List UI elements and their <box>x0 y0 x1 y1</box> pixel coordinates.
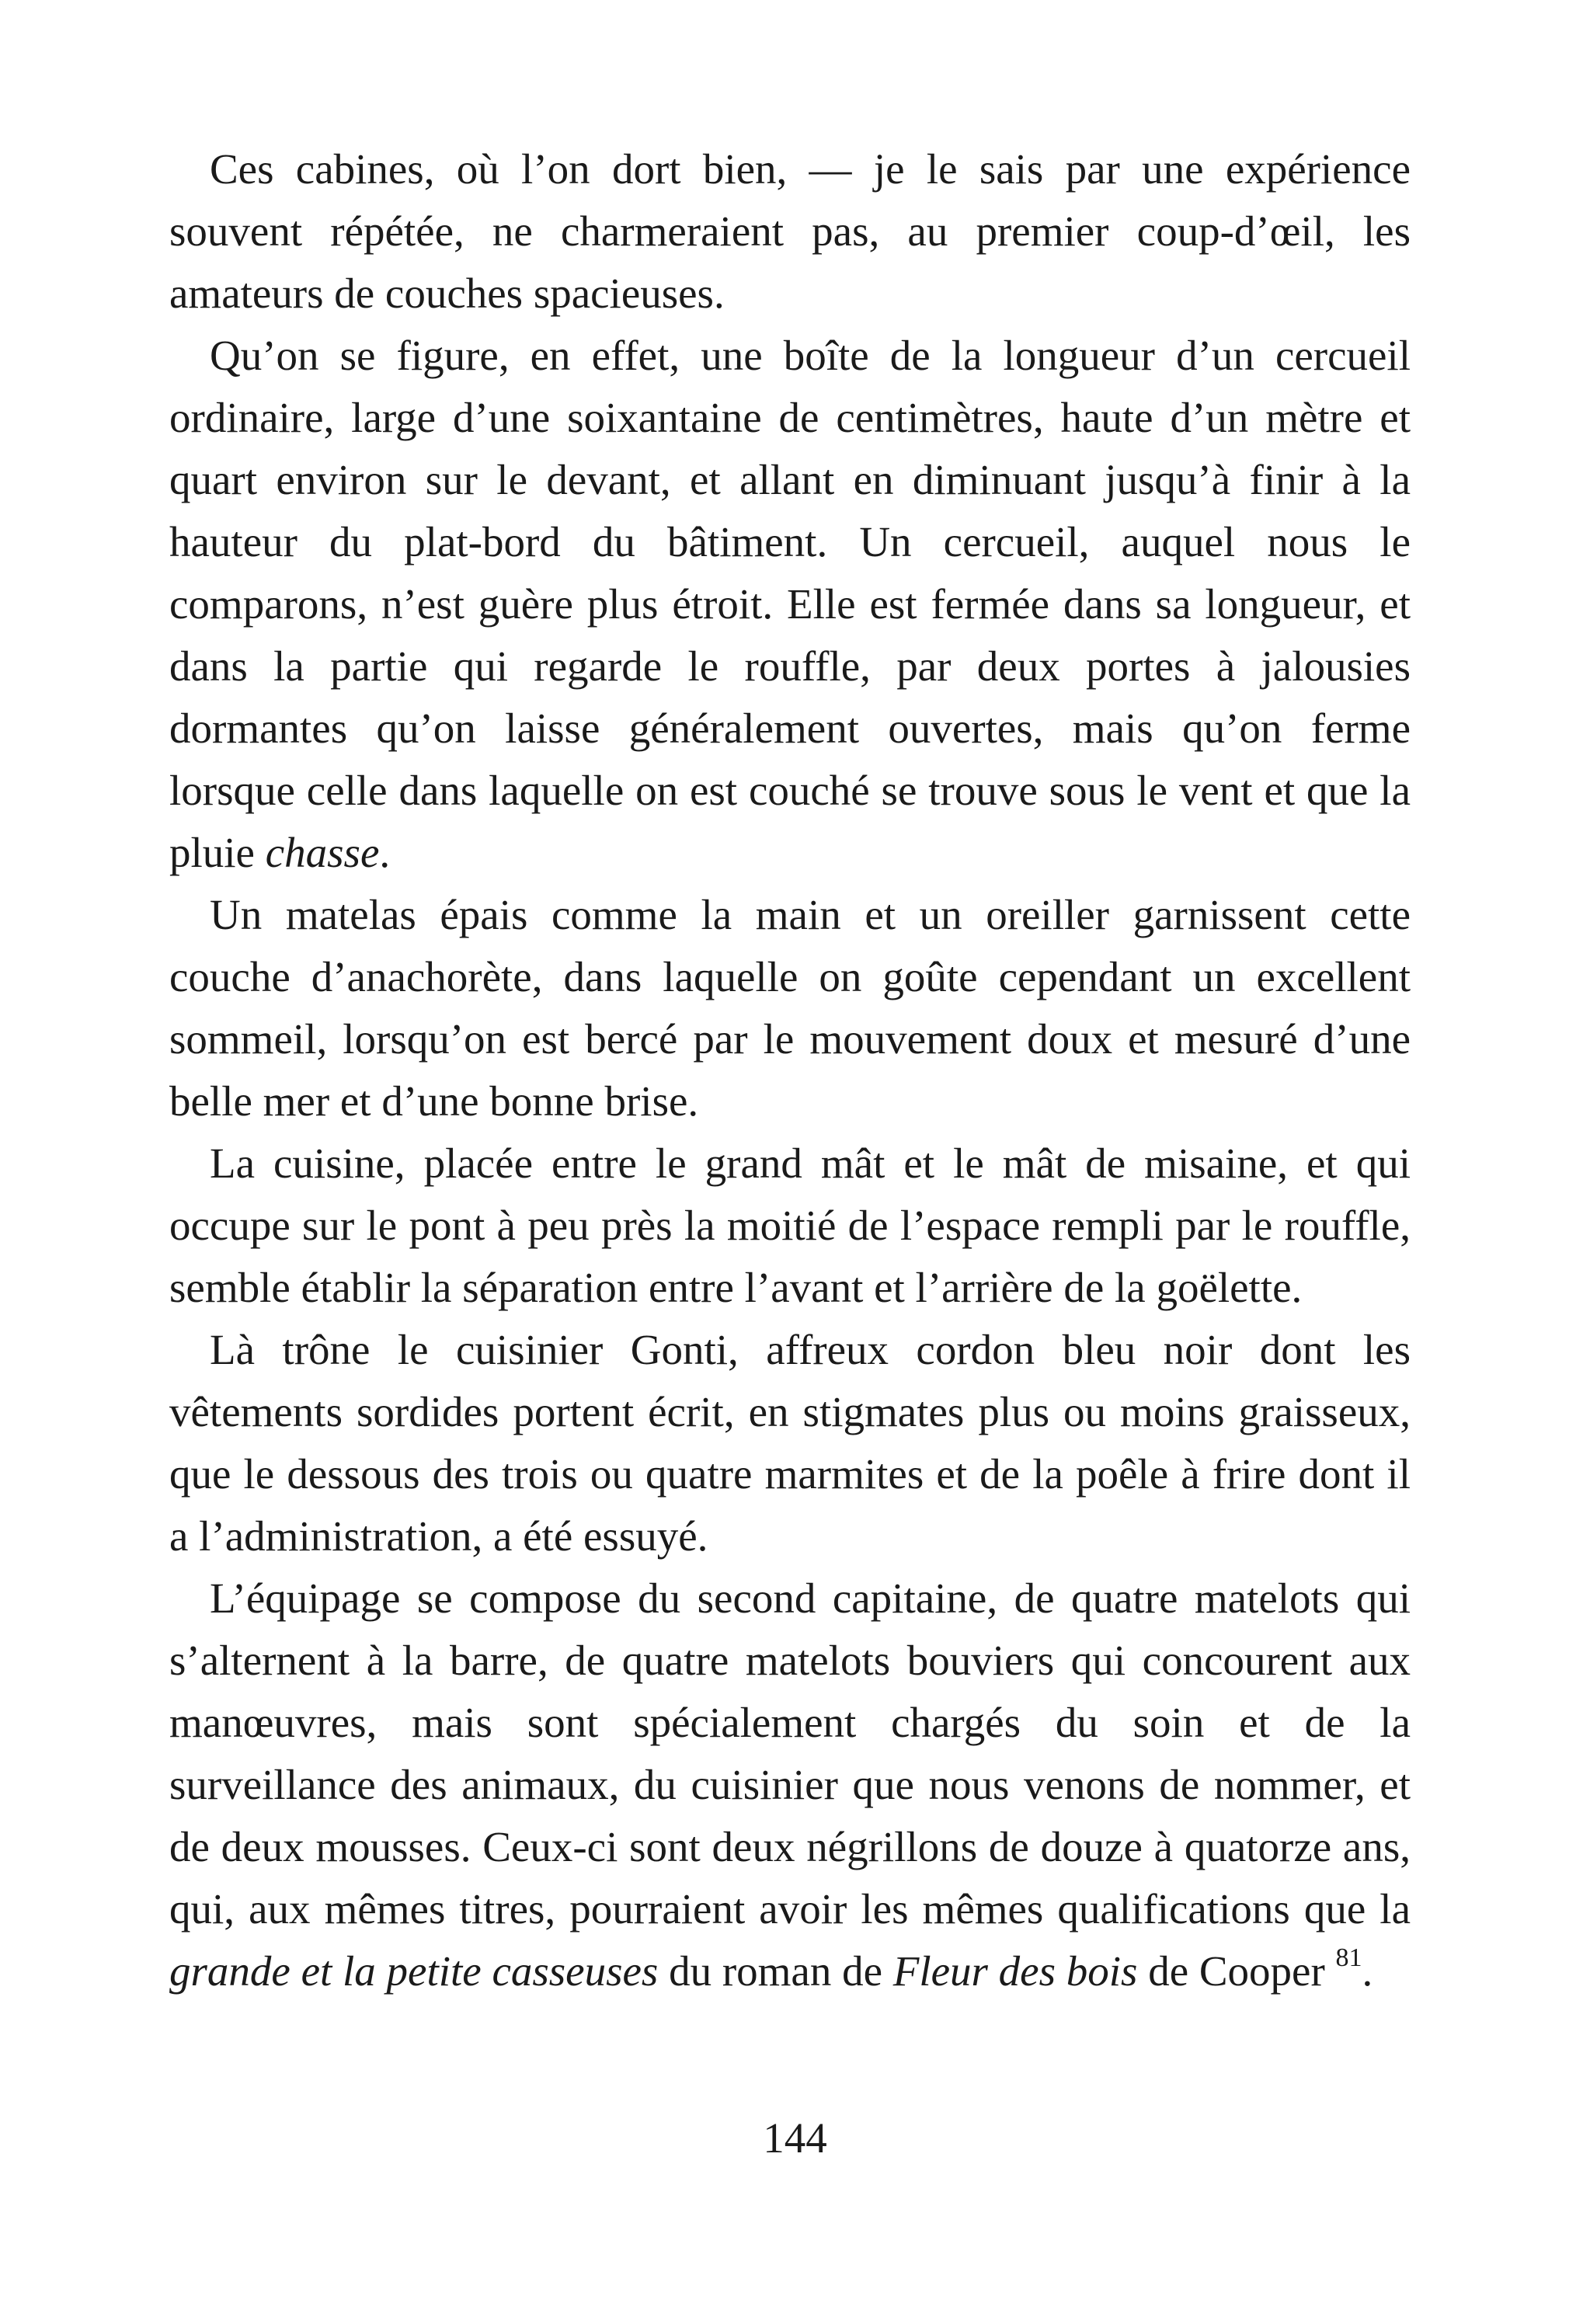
page-number: 144 <box>763 2114 827 2162</box>
paragraph-2-text: Qu’on se figure, en effet, une boîte de la longueur d’un cercueil ordinaire, large d’une soixantaine de centimètres, haute d’un mètre et quart environ sur le devant, et allant en diminuant jusqu’à finir à la hauteur du plat-bord du bâtiment. Un cercueil, auquel nous le comparons, n’est guère plus étroit. Elle est fermée dans sa longueur, et dans la partie qui regarde le rouffle, par deux portes à jalousies dormantes qu’on laisse généralement ouvertes, mais qu’on ferme lorsque celle dans laquelle on est couché se trouve sous le vent et que la pluie <box>169 332 1411 876</box>
italic-title-casseuses: grande et la petite casseuses <box>169 1947 659 1995</box>
paragraph-4 <box>169 1132 1411 1319</box>
paragraph-6-text-c: de Cooper <box>1137 1947 1336 1995</box>
paragraph-2-end: . <box>379 829 391 876</box>
paragraph-2 <box>169 325 1411 884</box>
paragraph-4-text: La cuisine, placée entre le grand mât et le mât de misaine, et qui occupe sur le pont à peu près la moitié de l’espace rempli par le rouffle, semble établir la séparation entre l’avant et l’arrière de la goëlette. <box>169 1139 1411 1311</box>
paragraph-1 <box>169 138 1411 325</box>
paragraph-6-text: L’équipage se compose du second capitaine, de quatre matelots qui s’alternent à la barre, de quatre matelots bouviers qui concourent aux manœuvres, mais sont spécialement chargés du soin et de la surveillance des animaux, du cuisinier que nous venons de nommer, et de deux mousses. Ceux-ci sont deux négrillons de douze à quatorze ans, qui, aux mêmes titres, pourraient avoir les mêmes qualifications que la <box>169 1574 1411 1933</box>
footnote-marker[interactable]: 81 <box>1335 1943 1362 1972</box>
paragraph-5 <box>169 1319 1411 1567</box>
paragraph-6 <box>169 1567 1411 2002</box>
paragraph-1-text: Ces cabines, où l’on dort bien, — je le sais par une expérience souvent répétée, ne charmeraient pas, au premier coup-d’œil, les amateurs de couches spacieuses. <box>169 145 1411 317</box>
italic-title-fleur-des-bois: Fleur des bois <box>892 1947 1138 1995</box>
paragraph-5-text: Là trône le cuisinier Gonti, affreux cordon bleu noir dont les vêtements sordides portent écrit, en stigmates plus ou moins graisseux, que le dessous des trois ou quatre marmites et de la poêle à frire dont il a l’administration, a été essuyé. <box>169 1326 1411 1560</box>
paragraph-3 <box>169 884 1411 1132</box>
body-text <box>169 138 1411 2002</box>
paragraph-6-text-b: du roman de <box>658 1947 893 1995</box>
italic-word-chasse: chasse <box>265 829 380 876</box>
paragraph-3-text: Un matelas épais comme la main et un oreiller garnissent cette couche d’anachorète, dans laquelle on goûte cependant un excellent sommeil, lorsqu’on est bercé par le mouvement doux et mesuré d’une belle mer et d’une bonne brise. <box>169 891 1411 1125</box>
paragraph-6-end: . <box>1362 1947 1373 1995</box>
